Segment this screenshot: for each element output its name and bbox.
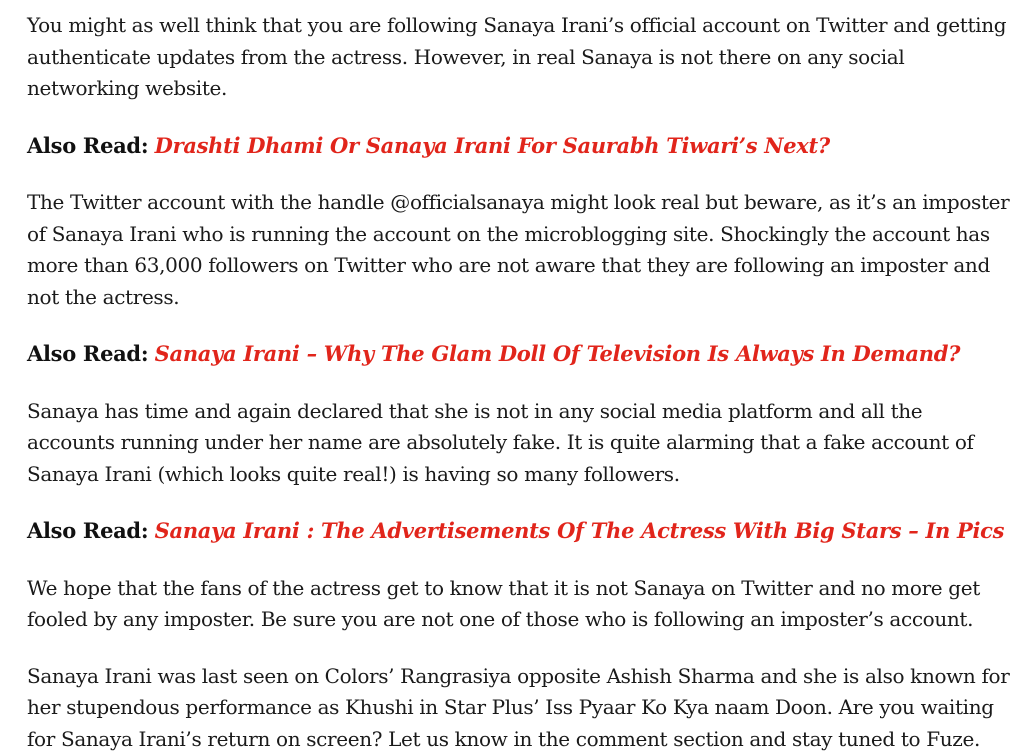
also-read-link-advertisements[interactable]: Sanaya Irani : The Advertisements Of The Actress With Big Stars – In Pics bbox=[155, 518, 1005, 543]
also-read-1 bbox=[27, 130, 1010, 163]
paragraph-last-seen: Sanaya Irani was last seen on Colors’ Rangrasiya opposite Ashish Sharma and she is also known for her stupendous performance as Khushi in Star Plus’ Iss Pyaar Ko Kya naam Doon. Are you waiting for Sanaya Irani’s return on screen? Let us know in the comment section and stay tuned to Fuze. bbox=[27, 661, 1010, 755]
paragraph-declaration: Sanaya has time and again declared that she is not in any social media platform and all the accounts running under her name are absolutely fake. It is quite alarming that a fake account of Sanaya Irani (which looks quite real!) is having so many followers. bbox=[27, 396, 1010, 491]
also-read-prefix: Also Read: bbox=[27, 133, 148, 158]
paragraph-fans-warning: We hope that the fans of the actress get to know that it is not Sanaya on Twitter and no more get fooled by any imposter. Be sure you are not one of those who is following an imposter’s account. bbox=[27, 573, 1010, 636]
paragraph-twitter-account: The Twitter account with the handle @officialsanaya might look real but beware, as it’s an imposter of Sanaya Irani who is running the account on the microblogging site. Shockingly the account has more than 63,000 followers on Twitter who are not aware that they are following an imposter and not the actress. bbox=[27, 187, 1010, 313]
also-read-link-glam-doll[interactable]: Sanaya Irani – Why The Glam Doll Of Television Is Always In Demand? bbox=[155, 341, 960, 366]
also-read-prefix: Also Read: bbox=[27, 341, 148, 366]
paragraph-intro: You might as well think that you are following Sanaya Irani’s official account on Twitter and getting authenticate updates from the actress. However, in real Sanaya is not there on any social networking website. bbox=[27, 10, 1010, 105]
also-read-prefix: Also Read: bbox=[27, 518, 148, 543]
also-read-3 bbox=[27, 515, 1010, 548]
also-read-link-drashti-dhami[interactable]: Drashti Dhami Or Sanaya Irani For Saurabh Tiwari’s Next? bbox=[155, 133, 830, 158]
also-read-2 bbox=[27, 338, 1010, 371]
